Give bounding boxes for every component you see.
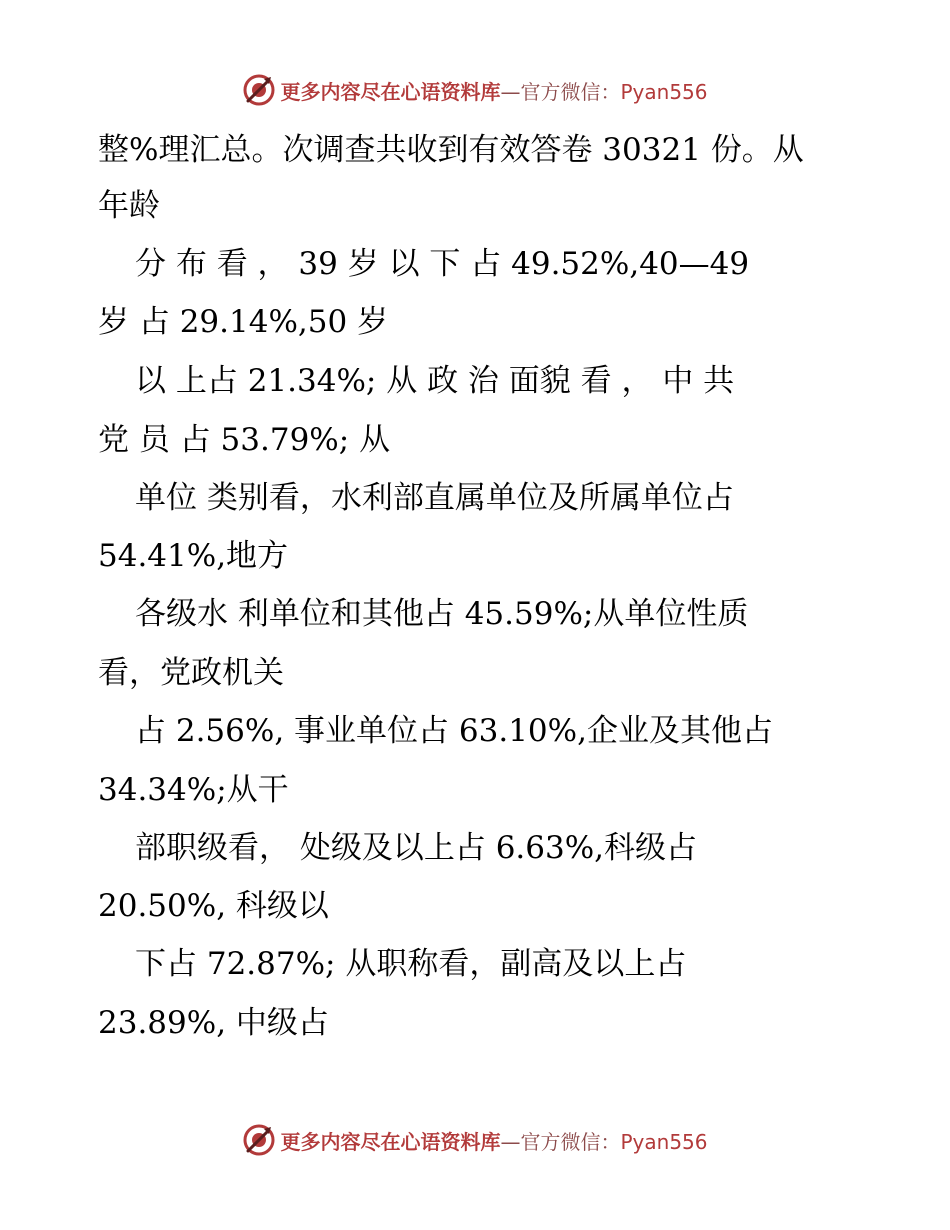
banner-text	[280, 1126, 707, 1155]
text-line: 岁 占 29.14%,50 岁	[98, 304, 389, 340]
text-line: 分 布 看 ， 39 岁 以 下 占 49.52%,40—49	[135, 246, 750, 282]
banner-separator: —	[500, 79, 521, 104]
header-banner	[0, 70, 950, 110]
text-line: 部职级看， 处级及以上占 6.63%,科级占	[135, 830, 698, 866]
logo-icon	[242, 73, 276, 107]
text-line: 23.89%, 中级占	[98, 1005, 329, 1041]
text-line: 整%理汇总。次调查共收到有效答卷 30321 份。从	[98, 132, 804, 168]
banner-text	[280, 76, 707, 105]
text-line: 党 员 占 53.79%; 从	[98, 422, 391, 458]
text-line: 20.50%, 科级以	[98, 888, 329, 924]
banner-account: Pyan556	[620, 79, 708, 104]
banner-account: Pyan556	[620, 1129, 708, 1154]
footer-banner	[0, 1120, 950, 1160]
banner-wechat-label: 官方微信：	[520, 79, 621, 104]
text-line: 年龄	[98, 188, 160, 224]
text-line: 单位 类别看，水利部直属单位及所属单位占	[135, 480, 734, 516]
text-line: 占 2.56%, 事业单位占 63.10%,企业及其他占	[135, 713, 773, 749]
text-line: 以 上占 21.34%; 从 政 治 面貌 看 ， 中 共	[135, 363, 735, 399]
text-line: 34.34%;从干	[98, 772, 289, 808]
banner-site-text: 更多内容尽在心语资料库	[280, 79, 501, 104]
banner-site-text: 更多内容尽在心语资料库	[280, 1129, 501, 1154]
text-line: 54.41%,地方	[98, 538, 289, 574]
text-line: 下占 72.87%; 从职称看，副高及以上占	[135, 946, 687, 982]
banner-separator: —	[500, 1129, 521, 1154]
text-line: 看，党政机关	[98, 655, 284, 691]
logo-icon	[242, 1123, 276, 1157]
banner-wechat-label: 官方微信：	[520, 1129, 621, 1154]
text-line: 各级水 利单位和其他占 45.59%;从单位性质	[135, 596, 749, 632]
